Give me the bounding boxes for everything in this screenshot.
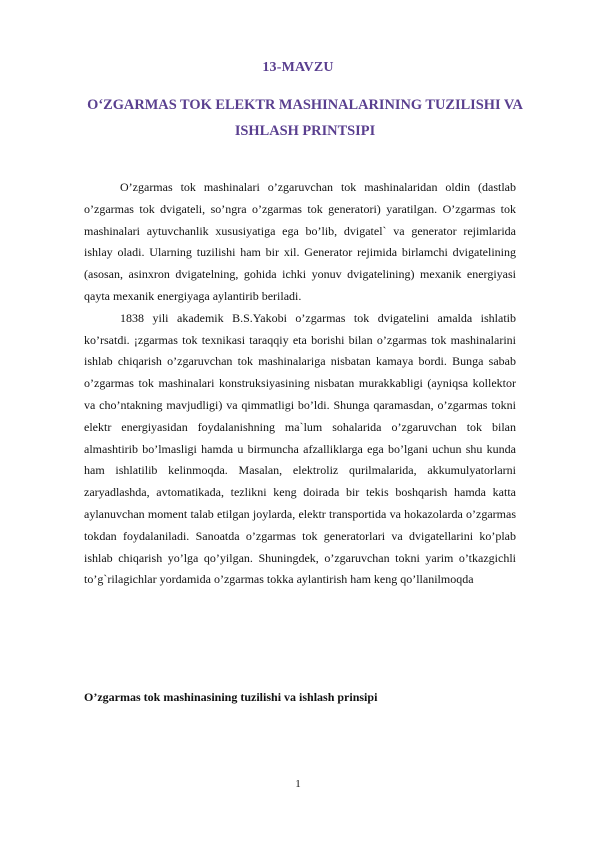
topic-number: 13-MAVZU [262,60,334,75]
page-number: 1 [295,778,301,790]
paragraph-1: O’zgarmas tok mashinalari o’zgaruvchan tok mashinalaridan oldin (dastlab o’zgarmas tok dvigateli, so’ngra o’zgarmas tok generatori) yaratilgan. O’zgarmas tok mashinalari aytuvchanlik xususiyatiga ega bo’lib, dvigatel` va generator rejimlarida ishlay oladi. Ularning tuzilishi ham bir xil. Generator rejimida birlamchi dvigatelining (asosan, asinxron dvigatelning, gohida ichki yonuv dvigatelining) mexanik energiyasi qayta mexanik energiyaga aylantirib beriladi. [84,180,516,303]
page-title: O‘ZGARMAS TOK ELEKTR MASHINALARINING TUZILISHI VA ISHLASH PRINTSIPI [87,97,523,139]
body-text [84,177,516,591]
paragraph-2: 1838 yili akademik B.S.Yakobi o’zgarmas tok dvigatelini amalda ishlatib ko’rsatdi. ¡zgarmas tok texnikasi taraqqiy eta borishi bilan o’zgarmas tok mashinalarini ishlab chiqarish o’zgaruvchan tok mashinalariga nisbatan kamaya bordi. Bunga sabab o’zgarmas tok mashinalari konstruksiyasining nisbatan murakkabligi (ayniqsa kollektor va cho’ntakning mavjudligi) va qimmatligi bo’ldi. Shunga qaramasdan, o’zgarmas tokni elektr energiyasidan foydalanishning ma`lum sohalarida o’zgaruvchan tok bilan almashtirib bo’lmasligi hamda u birmuncha afzalliklarga ega bo’lgani uchun shu kunda ham ishlatilib kelinmoqda. Masalan, elektroliz qurilmalarida, akkumulyatorlarni zaryadlashda, avtomatikada, tezlikni keng doirada bir tekis boshqarish hamda katta aylanuvchan moment talab etilgan joylarda, elektr transportida va hokazolarda o’zgarmas tokdan foydalaniladi. Sanoatda o’zgarmas tok generatorlari va dvigatellarini ko’plab ishlab chiqarish yo’lga qo’yilgan. Shuningdek, o’zgaruvchan tokni yarim o’tkazgichli to’g`rilagichlar yordamida o’zgarmas tokka aylantirish ham keng qo’llanilmoqda [84,310,516,587]
section-heading: O’zgarmas tok mashinasining tuzilishi va ishlash prinsipi [84,690,378,704]
